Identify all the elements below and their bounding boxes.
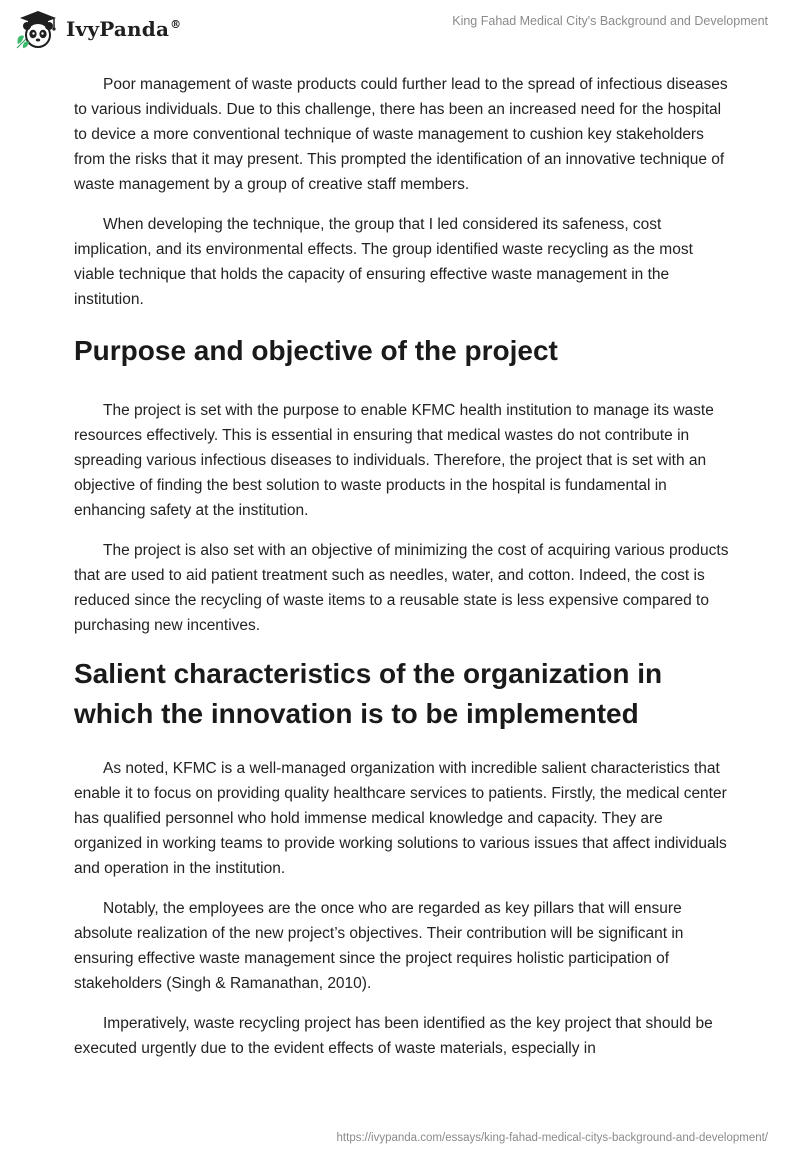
paragraph: The project is set with the purpose to enable KFMC health institution to manage its waste resources effectively. This is essential in ensuring that medical wastes do not contribute in spreading various infectious diseases to individuals. Therefore, the project that is set with an objective of finding the best solution to waste products in the hospital is fundamental in enhancing safety at the institution. (74, 402, 714, 519)
page-header (0, 0, 800, 64)
paragraph: Imperatively, waste recycling project has been identified as the key project that should be executed urgently due to the evident effects of waste materials, especially in (74, 1015, 713, 1057)
paragraph: When developing the technique, the group that I led considered its safeness, cost implication, and its environmental effects. The group identified waste recycling as the most viable technique that holds the capacity of ensuring effective waste management in the institution. (74, 216, 693, 308)
brand-name: IvyPanda® (66, 17, 182, 41)
section-heading-purpose: Purpose and objective of the project (74, 335, 558, 366)
source-url[interactable]: https://ivypanda.com/essays/king-fahad-medical-citys-background-and-development/ (336, 1132, 768, 1144)
paragraph: As noted, KFMC is a well-managed organization with incredible salient characteristics that enable it to focus on providing quality healthcare services to patients. Firstly, the medical center has qualified personnel who hold immense medical knowledge and capacity. They are organized in working teams to provide working solutions to various issues that affect individuals and operation in the institution. (74, 760, 727, 877)
ivypanda-logo[interactable] (14, 8, 181, 50)
registered-mark: ® (170, 18, 182, 32)
paragraph: Notably, the employees are the once who are regarded as key pillars that will ensure absolute realization of the new project’s objectives. Their contribution will be significant in ensuring effective waste management since the project requires holistic participation of stakeholders (Singh & Ramanathan, 2010). (74, 900, 684, 992)
paragraph: The project is also set with an objective of minimizing the cost of acquiring various products that are used to aid patient treatment such as needles, water, and cotton. Indeed, the cost is reduced since the recycling of waste items to a reusable state is less expensive compared to purchasing new incentives. (74, 542, 729, 634)
paragraph: Poor management of waste products could further lead to the spread of infectious diseases to various individuals. Due to this challenge, there has been an increased need for the hospital to device a more conventional technique of waste management to cushion key stakeholders from the risks that it may present. This prompted the identification of an innovative technique of waste management by a group of creative staff members. (74, 76, 728, 193)
essay-content (74, 72, 734, 1076)
document-title: King Fahad Medical City's Background and Development (452, 14, 768, 28)
panda-graduate-icon (14, 8, 60, 50)
section-heading-characteristics: Salient characteristics of the organization in which the innovation is to be implemented (74, 658, 663, 729)
